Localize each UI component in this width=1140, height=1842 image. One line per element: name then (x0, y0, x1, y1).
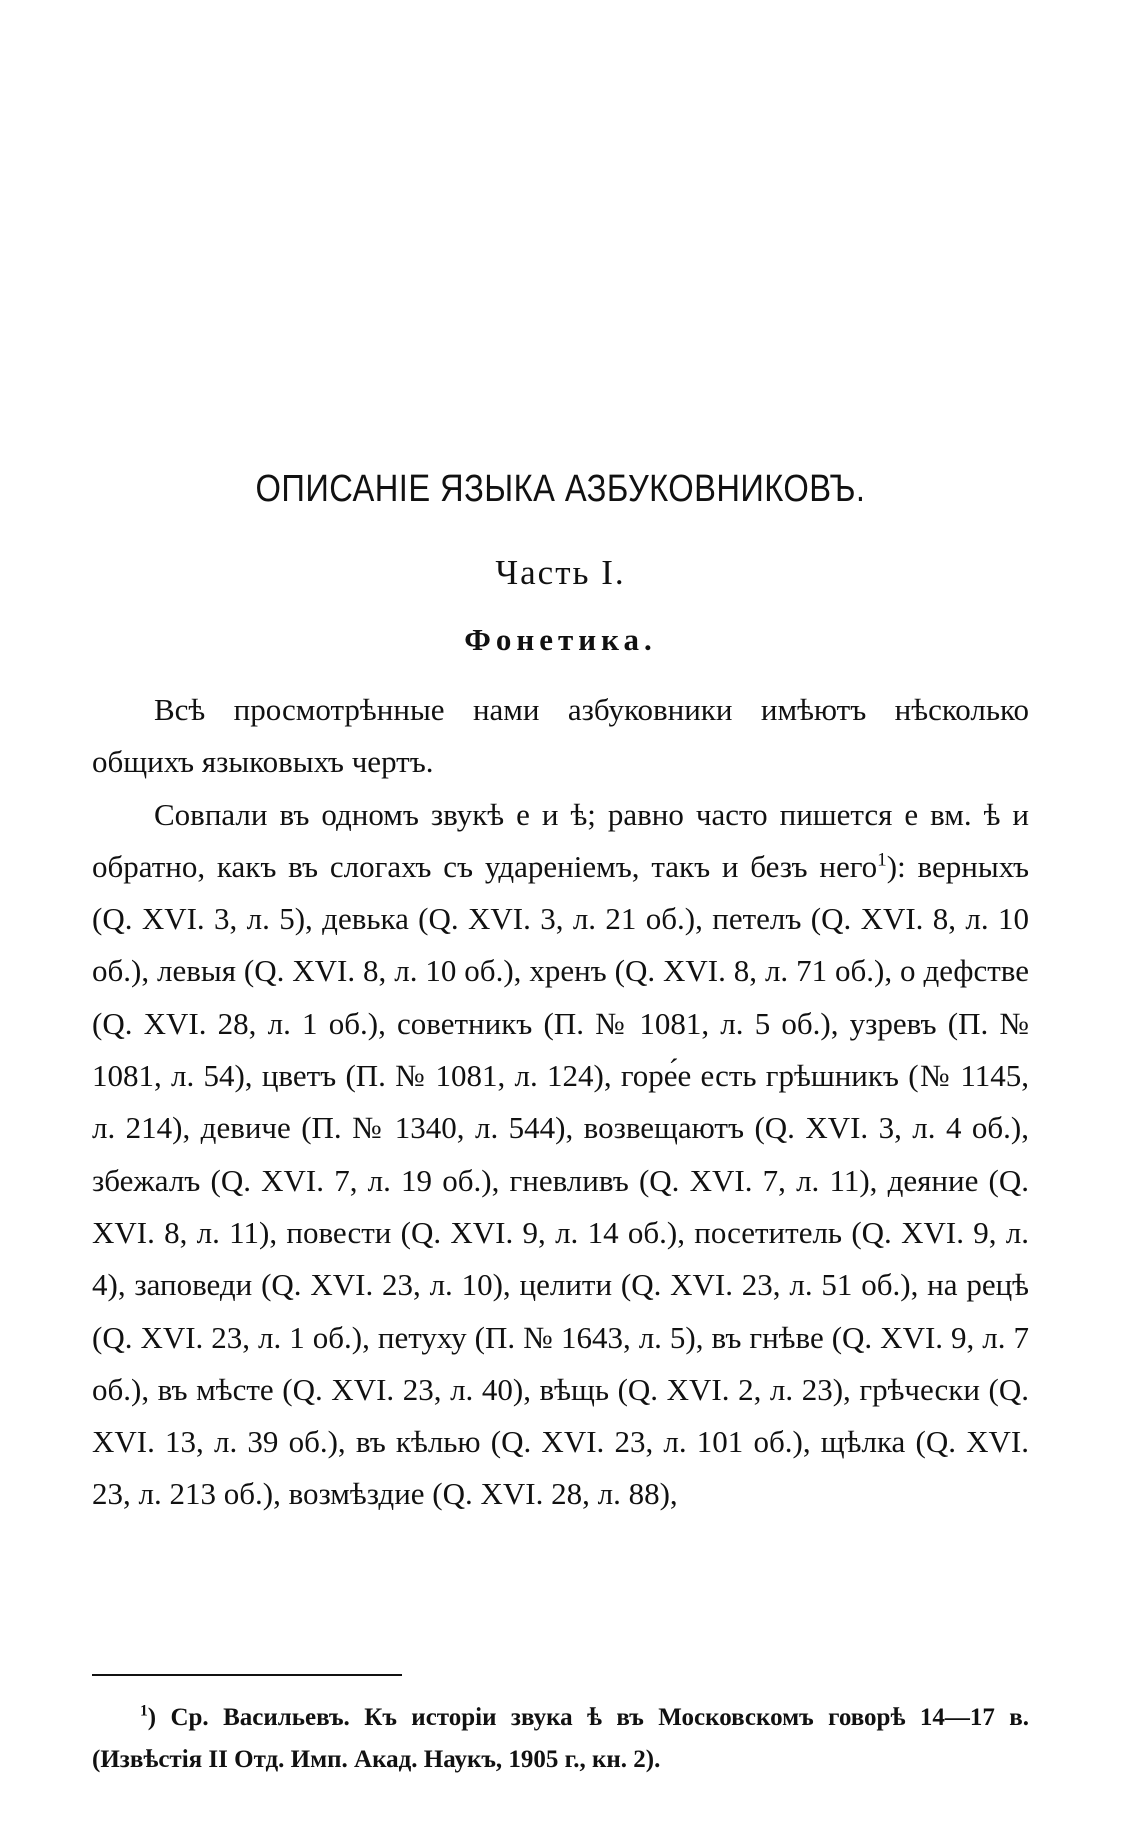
main-text (92, 684, 1029, 1521)
footnote-text: ) Ср. Васильевъ. Къ исторіи звука ѣ въ Московскомъ говорѣ 14—17 в. (Извѣстія II Отд. Имп. Акад. Наукъ, 1905 г., кн. 2). (92, 1704, 1029, 1773)
book-page (92, 0, 1029, 1842)
footnote-reference[interactable]: 1 (877, 849, 887, 871)
chapter-title: ОПИСАНІЕ ЯЗЫКА АЗБУКОВНИКОВЪ. (255, 468, 866, 510)
footnote (92, 1697, 1029, 1781)
footnote-divider (92, 1674, 402, 1676)
paragraph-2 (92, 789, 1029, 1521)
section-heading: Фонетика. (464, 622, 657, 657)
paragraph-1: Всѣ просмотрѣнные нами азбуковники имѣютъ нѣсколько общихъ языковыхъ чертъ. (92, 692, 1029, 780)
paragraph-2-rest: ): верныхъ (Q. XVI. 3, л. 5), девька (Q. XVI. 3, л. 21 об.), петелъ (Q. XVI. 8, л. 10 об.), левыя (Q. XVI. 8, л. 10 об.), хренъ (Q. XVI. 8, л. 71 об.), о дефстве (Q. XVI. 28, л. 1 об.), советникъ (П. № 1081, л. 5 об.), узревъ (П. № 1081, л. 54), цветъ (П. № 1081, л. 124), горе́е есть грѣшникъ (№ 1145, л. 214), девиче (П. № 1340, л. 544), возвещаютъ (Q. XVI. 3, л. 4 об.), збежалъ (Q. XVI. 7, л. 19 об.), гневливъ (Q. XVI. 7, л. 11), деяние (Q. XVI. 8, л. 11), повести (Q. XVI. 9, л. 14 об.), посетитель (Q. XVI. 9, л. 4), заповеди (Q. XVI. 23, л. 10), целити (Q. XVI. 23, л. 51 об.), на рецѣ (Q. XVI. 23, л. 1 об.), петуху (П. № 1643, л. 5), въ гнѣве (Q. XVI. 9, л. 7 об.), въ мѣсте (Q. XVI. 23, л. 40), вѣщь (Q. XVI. 2, л. 23), грѣчески (Q. XVI. 13, л. 39 об.), въ кѣлью (Q. XVI. 23, л. 101 об.), щѣлка (Q. XVI. 23, л. 213 об.), возмѣздие (Q. XVI. 28, л. 88), (92, 848, 1029, 1512)
footnote-marker: 1 (140, 1702, 148, 1720)
footnote-1 (92, 1697, 1029, 1781)
part-heading: Часть I. (495, 553, 626, 592)
paragraph-2-start: Совпали въ одномъ звукѣ е и ѣ; равно часто пишется е вм. ѣ и обратно, какъ въ слогахъ съ удареніемъ, такъ и безъ него (92, 796, 1029, 884)
